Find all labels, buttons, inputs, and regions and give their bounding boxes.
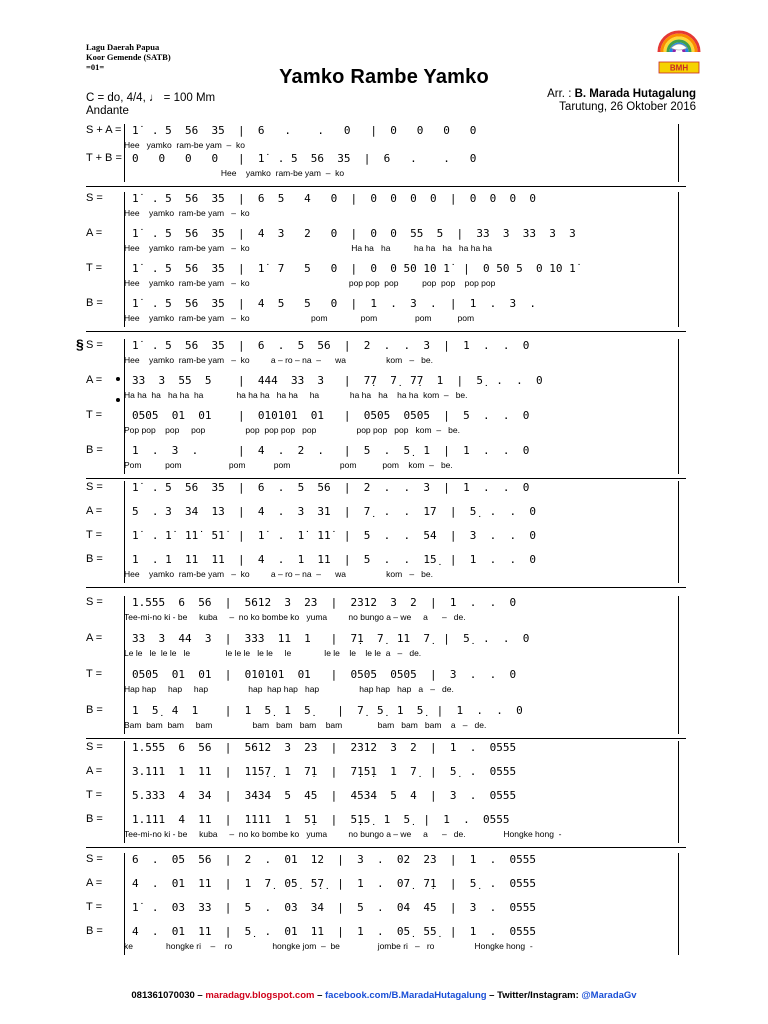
notation-line: 1̇ . 5 56 35 | 4 3 2 0 | 0 0 55 5 | 33 3 33 3 3 [132,227,576,240]
staff-row [86,813,686,843]
staff-row [86,596,686,626]
notation-line: 1̇ . 5 56 35 | 6 . 5 56 | 2 . . 3 | 1 . . 0 [132,339,530,352]
staff-row [86,339,686,369]
notation-line: 33 3 55 5 | 444 33 3 | 7̣7 7̣ 7̣7 1 | 5̣ . . 0 [132,374,543,387]
footer-dash: – [194,990,206,1001]
score-system [86,481,686,583]
lyrics-line: Hee yamko ram-be yam – ko [124,208,250,218]
staff-row [86,668,686,698]
voice-label: T = [86,262,103,274]
staff-row [86,925,686,955]
system-separator [86,186,686,187]
notation-line: 0 0 0 0 | 1̇ . 5 56 35 | 6 . . 0 [132,152,477,165]
notation-line: 4 . 01 11 | 5̣ . 01 11 | 1 . 05̣ 55̣ | 1 . 0555 [132,925,536,938]
voice-label: T + B = [86,152,122,164]
notation-line: 1̇ . 5 56 35 | 4 5 5 0 | 1 . 3 . | 1 . 3 . [132,297,536,310]
notation-line: 6 . 05 56 | 2 . 01 12 | 3 . 02 23 | 1 . 0555 [132,853,536,866]
voice-label: T = [86,409,103,421]
voice-label: B = [86,444,103,456]
notation-line: 1̇ . 5 56 35 | 6 5 4 0 | 0 0 0 0 | 0 0 0 0 [132,192,536,205]
notation-line: 5.333 4 34 | 3434 5 45 | 4534 5 4 | 3 . 0555 [132,789,517,802]
lyrics-line: Hee yamko ram-be yam – ko [124,140,245,150]
score-system [86,124,686,182]
voice-label: B = [86,925,103,937]
voice-label: T = [86,529,103,541]
staff-row [86,124,686,154]
staff-row [86,704,686,734]
notation-line: 1.555 6 56 | 5612 3 23 | 2312 3 2 | 1 . 0555 [132,741,517,754]
notation-line: 5 . 3 34 13 | 4 . 3 31 | 7̣ . . 17 | 5̣ . . 0 [132,505,536,518]
notation-line: 1.111 4 11 | 1111 1 5̣1 | 5̣15̣ 1 5̣ | 1 . 0555 [132,813,510,826]
voice-label: S + A = [86,124,122,136]
voice-label: T = [86,901,103,913]
footer-phone: 081361070030 [131,990,195,1001]
lyrics-line: Hee yamko ram-be yam – ko pom pom pom pom [124,313,475,323]
system-separator [86,738,686,739]
lyrics-line: Bam bam bam bam bam bam bam bam bam bam bam a – de. [124,720,487,730]
notation-line: 1̇ . 1̇ 1̇1̇ 51̇ | 1̇ . 1̇ 1̇1̇ | 5 . . 54 | 3 . . 0 [132,529,536,542]
voice-label: A = [86,505,103,517]
notation-line: 3.111 1 11 | 115̣7̣ 1 7̣1 | 7̣15̣1 1 7̣ | 5̣ . 0555 [132,765,517,778]
notation-line: 1̇ . 5 56 35 | 6 . . 0 | 0 0 0 0 [132,124,477,137]
lyrics-line: Le le le le le le le le le le le le le le le le le a – de. [124,648,422,658]
voice-label: A = [86,765,103,777]
tempo-word: Andante [86,105,129,117]
voice-label: S = [86,339,103,351]
lyrics-line: Ha ha ha ha ha ha ha ha ha ha ha ha ha ha ha ha ha kom – be. [124,390,468,400]
system-separator [86,587,686,588]
staff-row [86,444,686,474]
lyrics-line: Pop pop pop pop pop pop pop pop pop pop pop kom – be. [124,425,460,435]
footer-social-label: Twitter/Instagram: [497,990,582,1001]
voice-label: S = [86,481,103,493]
voice-label: T = [86,789,103,801]
staff-row [86,632,686,662]
footer [0,990,768,1001]
score-system [86,339,686,474]
system-separator [86,331,686,332]
arranger-info [547,88,696,114]
lyrics-line: Hee yamko ram-be yam – ko a – ro – na – wa kom – be. [124,355,433,365]
lyrics-line: Hee yamko ram-be yam – ko [124,168,345,178]
footer-dash: – [486,990,498,1001]
lyrics-line: Tee-mi-no ki - be kuba – no ko bombe ko yuma no bungo a – we a – de. Hongke hong - [124,829,562,839]
repeat-dot [116,377,120,381]
staff-row [86,374,686,404]
lyrics-line: Hee yamko ram-be yam – ko a – ro – na – wa kom – be. [124,569,433,579]
footer-dash: – [314,990,326,1001]
voice-label: S = [86,596,103,608]
notation-line: 1 . 1 11 11 | 4 . 1 11 | 5 . . 15̣ | 1 . . 0 [132,553,536,566]
voice-label: A = [86,877,103,889]
footer-blog-link[interactable]: maradagv.blogspot.com [205,990,315,1001]
key-mark: =01= [86,62,105,72]
voice-label: B = [86,813,103,825]
staff-row [86,553,686,583]
song-origin: Lagu Daerah Papua [86,42,160,52]
footer-facebook-link[interactable]: facebook.com/B.MaradaHutagalung [325,990,487,1001]
lyrics-line: Tee-mi-no ki - be kuba – no ko bombe ko yuma no bungo a – we a – de. [124,612,466,622]
staff-row [86,262,686,292]
notation-line: 33 3 44 3 | 333 11 1 | 7̣1 7̣ 11 7̣ | 5̣ . . 0 [132,632,530,645]
place-date: Tarutung, 26 Oktober 2016 [559,101,696,113]
song-title: Yamko Rambe Yamko [279,66,489,88]
staff-row [86,192,686,222]
notation-line: 1̇ . 03 33 | 5 . 03 34 | 5 . 04 45 | 3 . 0555 [132,901,536,914]
voice-label: A = [86,374,103,386]
score-system [86,741,686,843]
segno-sign: § [76,336,84,352]
score-system [86,853,686,955]
logo-text: BMH [669,63,689,73]
voice-label: T = [86,668,103,680]
voice-label: A = [86,632,103,644]
staff-row [86,227,686,257]
system-separator [86,478,686,479]
voice-label: S = [86,741,103,753]
notation-line: 1 . 3 . | 4 . 2 . | 5 . 5̣ 1 | 1 . . 0 [132,444,530,457]
arranger-name: B. Marada Hutagalung [574,88,696,100]
notation-line: 0505 01 01 | 010101 01 | 0505 0505 | 3 . . 0 [132,668,517,681]
choir-type: Koor Gemende (SATB) [86,52,171,62]
lyrics-line: ke hongke ri – ro hongke jom – be jombe ri – ro Hongke hong - [124,941,533,951]
notation-line: 0505 01 01 | 010101 01 | 0505 0505 | 5 . . 0 [132,409,530,422]
repeat-dot [116,398,120,402]
staff-row [86,409,686,439]
voice-label: B = [86,553,103,565]
voice-label: B = [86,297,103,309]
voice-label: A = [86,227,103,239]
tempo-key: C = do, 4/4, ♩ = 100 Mm [86,92,216,104]
tempo-info [86,92,215,118]
notation-line: 4 . 01 11 | 1 7̣ 05̣ 5̣7̣ | 1 . 07̣ 7̣1 | 5̣ . 0555 [132,877,536,890]
staff-row [86,297,686,327]
arranger-prefix: Arr. : [547,88,575,100]
lyrics-line: Hee yamko ram-be yam – ko pop pop pop pop pop pop pop [124,278,496,288]
staff-row [86,152,686,182]
footer-handle[interactable]: @MaradaGv [581,990,637,1001]
lyrics-line: Hap hap hap hap hap hap hap hap hap hap hap a – de. [124,684,454,694]
lyrics-line: Hee yamko ram-be yam – ko Ha ha ha ha ha ha ha ha ha [124,243,493,253]
voice-label: B = [86,704,103,716]
notation-line: 1.555 6 56 | 5612 3 23 | 2312 3 2 | 1 . . 0 [132,596,517,609]
system-separator [86,847,686,848]
notation-line: 1̇ . 5 56 35 | 6 . 5 56 | 2 . . 3 | 1 . . 0 [132,481,530,494]
lyrics-line: Pom pom pom pom pom pom kom – be. [124,460,453,470]
score-system [86,596,686,734]
voice-label: S = [86,853,103,865]
notation-line: 1̇ . 5 56 35 | 1̇ 7 5 0 | 0 0 50 1̇0 1̇ | 0 50 5 0 1̇0 1̇ [132,262,576,275]
rainbow-logo-icon [655,26,703,76]
voice-label: S = [86,192,103,204]
score-system [86,192,686,327]
notation-line: 1 5̣ 4 1 | 1 5̣ 1 5̣ | 7̣ 5̣ 1 5̣ | 1 . . 0 [132,704,523,717]
